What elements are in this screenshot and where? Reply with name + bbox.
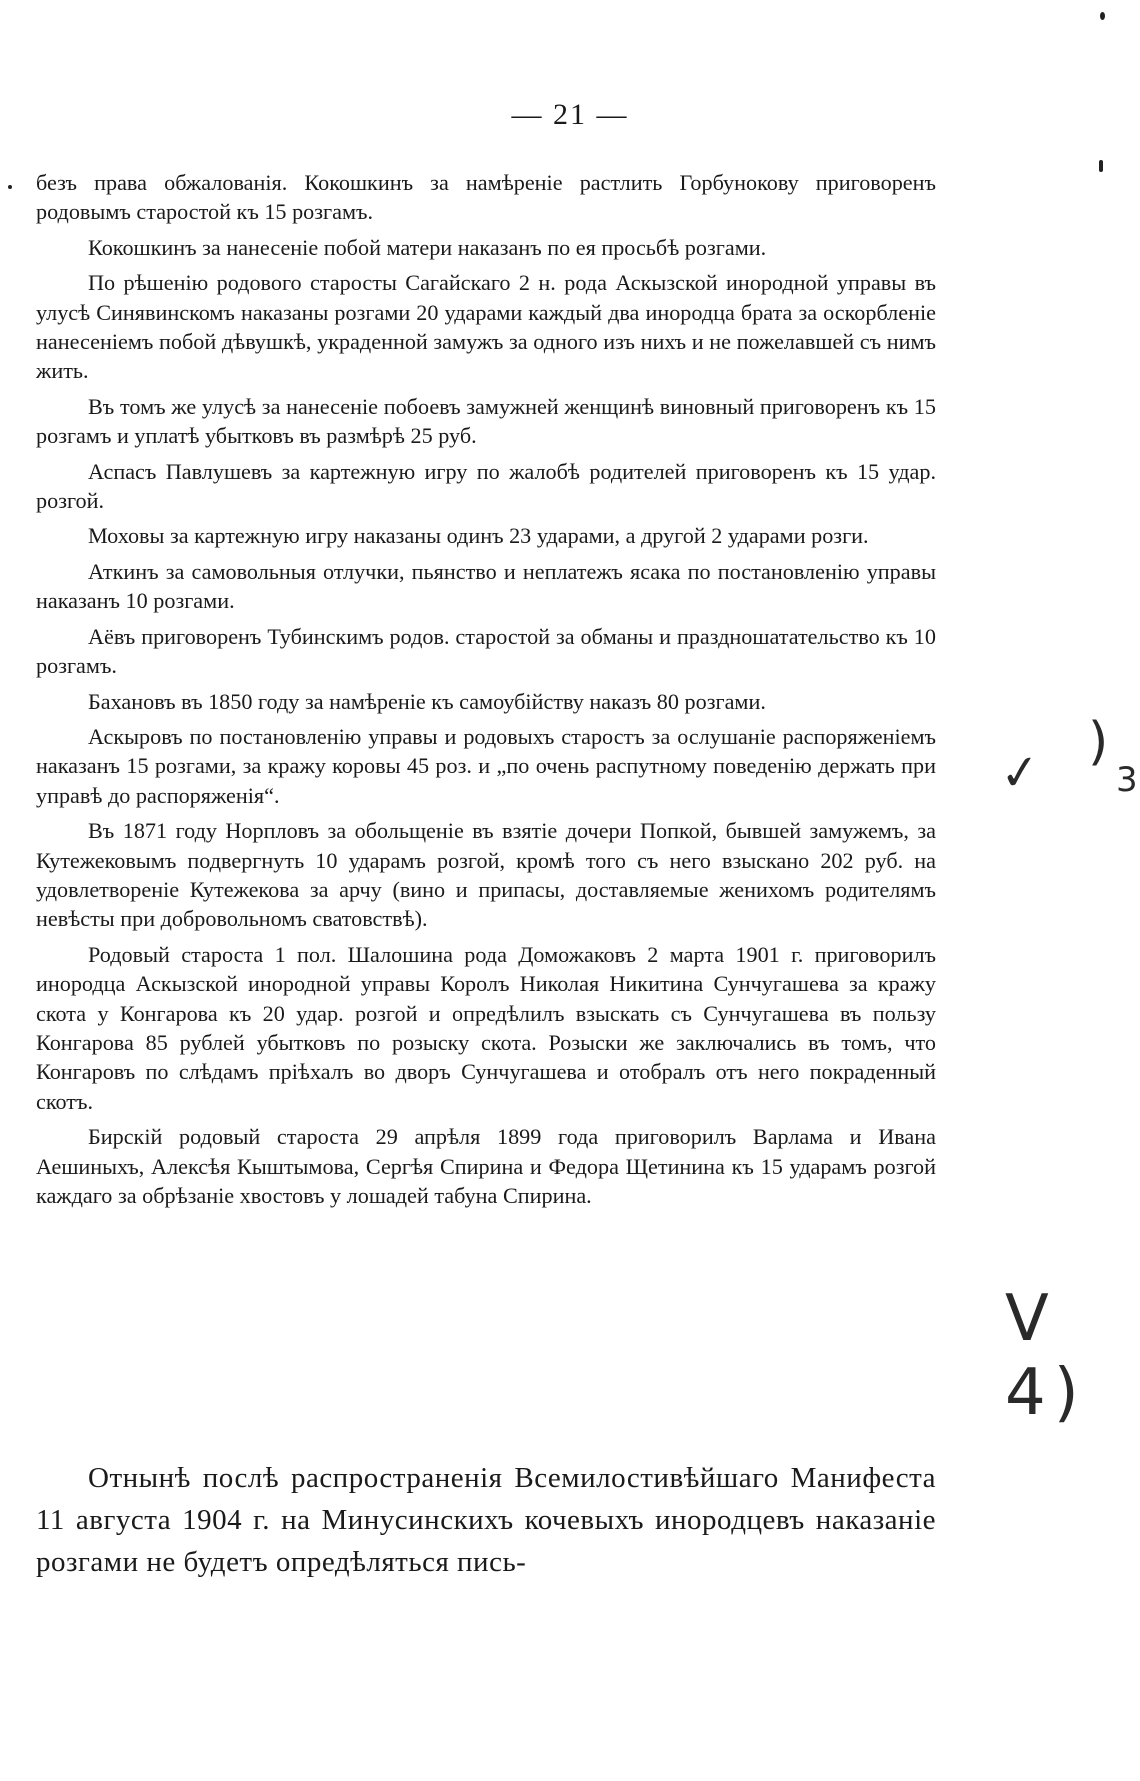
paragraph-10: Аскыровъ по постановленію управы и родовыхъ старостъ за ослушаніе распоряженіемъ наказанъ 15 розгами, за кражу коровы 45 роз. и „по очень распутному поведенію держать при управѣ до распоряженія“. bbox=[36, 723, 936, 808]
paragraph-6: Моховы за картежную игру наказаны одинъ 23 ударами, а другой 2 ударами розги. bbox=[88, 523, 869, 549]
paragraph-2: Кокошкинъ за нанесеніе побой матери наказанъ по ея просьбѣ розгами. bbox=[88, 234, 767, 260]
paragraph-9: Бахановъ въ 1850 году за намѣреніе къ самоубійству наказъ 80 розгами. bbox=[88, 688, 766, 714]
paragraph-3: По рѣшенію родового старосты Сагайскаго 2 н. рода Аскызской инородной управы въ улусѣ Синявинскомъ наказаны розгами 20 ударами каждый два инородца брата за оскорбленіе нанесеніемъ побой дѣвушкѣ, украденной замужъ за одного изъ нихъ и не пожелавшей съ нимъ жить. bbox=[36, 270, 936, 384]
paragraph-7: Аткинъ за самовольныя отлучки, пьянство и неплатежъ ясака по постановленію управы наказанъ 10 розгами. bbox=[36, 558, 936, 614]
paragraph-4: Въ томъ же улусѣ за нанесеніе побоевъ замужней женщинѣ виновный приговоренъ къ 15 розгамъ и уплатѣ убытковъ въ размѣрѣ 25 руб. bbox=[36, 393, 936, 449]
paragraph-5: Аспасъ Павлушевъ за картежную игру по жалобѣ родителей приговоренъ къ 15 удар. розгой. bbox=[36, 458, 936, 514]
paragraph-12: Родовый староста 1 пол. Шалошина рода Доможаковъ 2 марта 1901 г. приговорилъ инородца Аскызской инородной управы Королъ Николая Никитина Сунчугашева за кражу скота у Конгарова къ 20 удар. розгой и опредѣлилъ взыскать съ Сунчугашева въ пользу Конгарова 85 рублей убытковъ по розыску скота. Розыски же заключались въ томъ, что Конгаровъ по слѣдамъ пріѣхалъ во дворъ Сунчугашева и отобралъ отъ него покраденный скотъ. bbox=[36, 941, 936, 1114]
paragraph-13: Бирскій родовый староста 29 апрѣля 1899 года приговорилъ Варлама и Ивана Аешиныхъ, Алексѣя Кыштымова, Сергѣя Спирина и Федора Щетинина къ 15 ударамъ розгой каждаго за обрѣзаніе хвостовъ у лошадей табуна Спирина. bbox=[36, 1124, 936, 1208]
ink-speck-top-left bbox=[8, 185, 12, 189]
paragraph-1: безъ права обжалованія. Кокошкинъ за намѣреніе растлить Горбунокову приговоренъ родовымъ старостой къ 15 розгамъ. bbox=[36, 170, 936, 225]
handwritten-v4-note: V 4) bbox=[1005, 1282, 1087, 1430]
closing-paragraph: Отнынѣ послѣ распространенія Всемилостивѣйшаго Манифеста 11 августа 1904 г. на Минусинскихъ кочевыхъ инородцевъ наказаніе розгами не будетъ опредѣляться пись- bbox=[36, 1462, 936, 1578]
handwritten-check-mark: ✓ bbox=[997, 743, 1044, 803]
ink-speck-top-right bbox=[1100, 12, 1105, 20]
paragraph-11: Въ 1871 году Норпловъ за обольщеніе въ взятіе дочери Попкой, бывшей замужемъ, за Кутежековымъ подвергнуть 10 ударамъ розгой, кромѣ того съ него взыскано 202 руб. на удовлетвореніе Кутежекова за арчу (вино и припасы, доставляемые женихомъ родителямъ невѣсты при добровольномъ сватовствѣ). bbox=[36, 818, 936, 932]
handwritten-parenthesis: ) bbox=[1088, 712, 1109, 772]
main-text bbox=[36, 168, 936, 1216]
ink-speck-right bbox=[1099, 160, 1103, 172]
handwritten-number-three: 3 bbox=[1116, 760, 1138, 800]
page-number: — 21 — bbox=[511, 98, 629, 131]
paragraph-8: Аёвъ приговоренъ Тубинскимъ родов. старостой за обманы и праздношатательство къ 10 розгамъ. bbox=[36, 623, 936, 679]
